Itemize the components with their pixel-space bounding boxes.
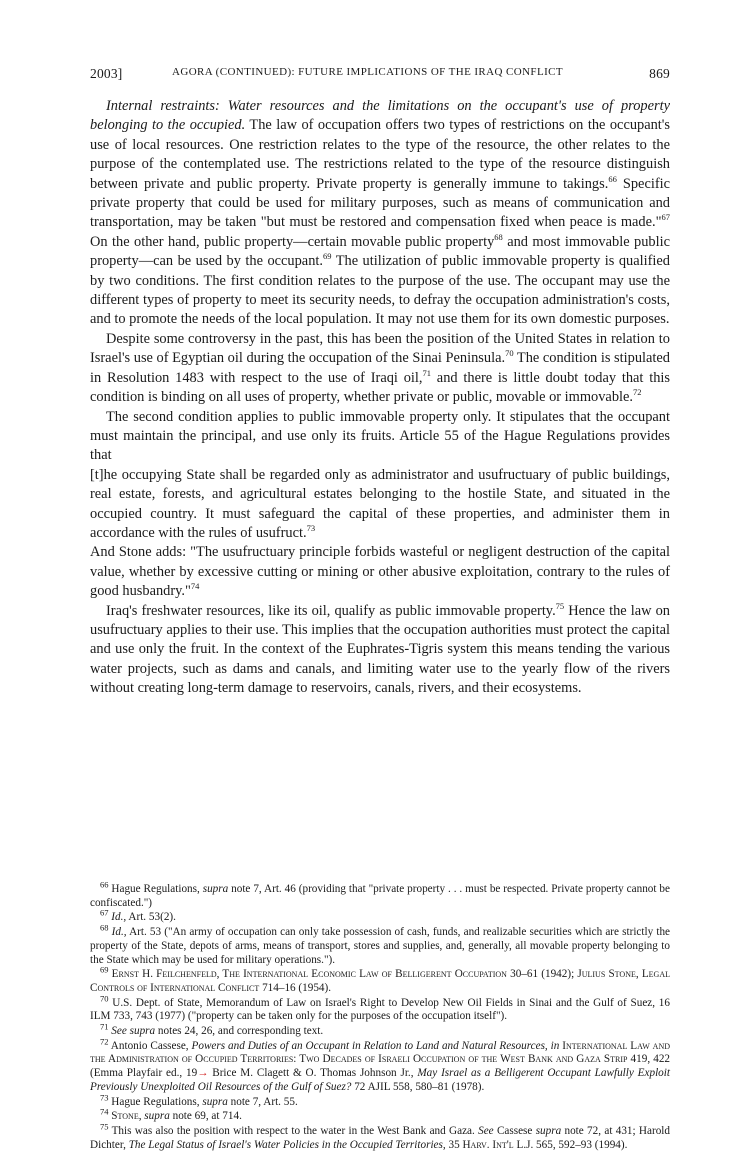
footnote-72: $^{72}$ Antonio Cassese, Powers and Duties of an Occupant in Relation to Land and Natural Resources, in International Law and the Administration of Occupied Territories: Two Decades of Israeli Occupation of the West Bank and Gaza Strip 419, 422 (Emma Playfair ed., 19→ Brice M. Clagett & O. Thomas Johnson Jr., May Israel as a Belligerent Occupant Lawfully Exploit Previously Unexploited Oil Resources of the Gulf of Suez? 72 AJIL 558, 580–81 (1978). (90, 1036, 671, 1093)
footnote-75: $^{75}$ This was also the position with respect to the water in the West Bank and Gaza. See Cassese supra note 72, at 431; Harold Dichter, The Legal Status of Israel's Water Policies in the Occupied Territories, 35 Harv. Int'l L.J. 565, 592–93 (1994). (90, 1121, 670, 1151)
header-title: AGORA (CONTINUED): FUTURE IMPLICATIONS OF THE IRAQ CONFLICT (172, 66, 563, 78)
journal-page (90, 0, 671, 1151)
footnote-67: $^{67}$ Id., Art. 53(2). (100, 907, 176, 924)
paragraph-internal-restraints: Internal restraints: Water resources and the limitations on the occupant's use of property belonging to the occupied. The law of occupation offers two types of restrictions on the occupant's use of local resources. One restriction relates to the type of the resource, the other relates to the purpose of the contemplated use. The restrictions related to the type of the resource distinguish between private and public property. Private property is generally immune to takings.$^{66}$ Specific private property that could be used for military purposes, such as means of communication and transportation, may be taken "but must be restored and compensation fixed when peace is made."$^{67}$ On the other hand, public property—certain movable public property$^{68}$ and most immovable public property—can be used by the occupant.$^{69}$ The utilization of public immovable property is qualified by two conditions. The first condition relates to the purpose of the use. The occupant may use the different types of property to meet its security needs, to defray the occupation administration's costs, and to promote the needs of the local population. It may not use them for its own domestic purposes. (90, 98, 671, 328)
section-heading: Internal restraints: Water resources and the limitations on the occupant's use of property belonging to the occupied. (90, 98, 670, 134)
header-year: 2003] (90, 66, 123, 81)
footnote-ref-71[interactable]: 71 (422, 367, 432, 378)
arrow-icon: → (197, 1067, 209, 1080)
paragraph-freshwater: Iraq's freshwater resources, like its oil, qualify as public immovable property.$^{75}$ Hence the law on usufructuary applies to their use. This implies that the occupation authorities must protect the capital and use only the fruit. In the context of the Euphrates-Tigris system this means tending the various water projects, such as dams and canals, and limiting water use to the yearly flow of the rivers without creating long-term damage to reservoirs, canals, rivers, and their ecosystems. (90, 600, 670, 697)
footnote-ref-68[interactable]: 68 (494, 232, 503, 243)
footnotes (90, 879, 671, 1153)
footnote-74: $^{74}$ Stone, supra note 69, at 714. (100, 1106, 242, 1123)
body-text (90, 97, 670, 699)
footnote-ref-67[interactable]: 67 (661, 212, 670, 223)
footnote-ref-66[interactable]: 66 (608, 173, 617, 184)
footnote-ref-75[interactable]: 75 (555, 600, 565, 611)
footnote-ref-69[interactable]: 69 (322, 251, 332, 262)
footnote-68: $^{68}$ Id., Art. 53 ("An army of occupation can only take possession of cash, funds, and realizable securities which are strictly the property of the State, depots of arms, means of transport, stores and supplies, and, generally, all movable property belonging to the State which may be used for military operations."). (90, 922, 671, 966)
footnote-ref-73[interactable]: 73 (306, 523, 316, 534)
footnote-73: $^{73}$ Hague Regulations, supra note 7, Art. 55. (100, 1091, 298, 1108)
footnote-71: $^{71}$ See supra notes 24, 26, and corresponding text. (100, 1021, 324, 1038)
paragraph-controversy: Despite some controversy in the past, this has been the position of the United States in relation to Israel's use of Egyptian oil during the occupation of the Sinai Peninsula.$^{70}$ The condition is stipulated in Resolution 1483 with respect to the use of Iraqi oil,$^{71}$ and there is little doubt today that this condition is binding on all uses of property, whether private or public, movable or immovable.$^{72}$ (90, 330, 671, 406)
footnote-ref-72[interactable]: 72 (633, 387, 642, 398)
footnote-70: $^{70}$ U.S. Dept. of State, Memorandum of Law on Israel's Right to Develop New Oil Fields in Sinai and the Gulf of Suez, 16 ILM 733, 743 (1977) ("property can be taken only for the purposes of the occupation itself"). (90, 992, 670, 1023)
paragraph-second-condition: The second condition applies to public immovable property only. It stipulates that the occupant must maintain the principal, and use only its fruits. Article 55 of the Hague Regulations provides that (90, 408, 670, 464)
block-quote: [t]he occupying State shall be regarded only as administrator and usufructuary of public buildings, real estate, forests, and agricultural estates belonging to the hostile State, and situated in the occupied country. It must safeguard the capital of these properties, and administer them in accordance with the rules of usufruct.$^{73}$ (90, 466, 670, 541)
footnote-69: $^{69}$ Ernst H. Feilchenfeld, The International Economic Law of Belligerent Occupation 30–61 (1942); Julius Stone, Legal Controls of International Conflict 714–16 (1954). (90, 964, 670, 994)
page-number: 869 (649, 66, 670, 81)
footnote-ref-74[interactable]: 74 (190, 581, 200, 592)
footnote-ref-70[interactable]: 70 (505, 348, 514, 359)
paragraph-stone: And Stone adds: "The usufructuary principle forbids wasteful or negligent destruction of the capital value, whether by excessive cutting or mining or other abusive exploitation, contrary to the rules of good husbandry."$^{74}$ (90, 544, 670, 600)
running-header (90, 66, 670, 84)
footnote-66: $^{66}$ Hague Regulations, supra note 7, Art. 46 (providing that "private property . . . must be respected. Private property cannot be confiscated.") (90, 879, 670, 909)
